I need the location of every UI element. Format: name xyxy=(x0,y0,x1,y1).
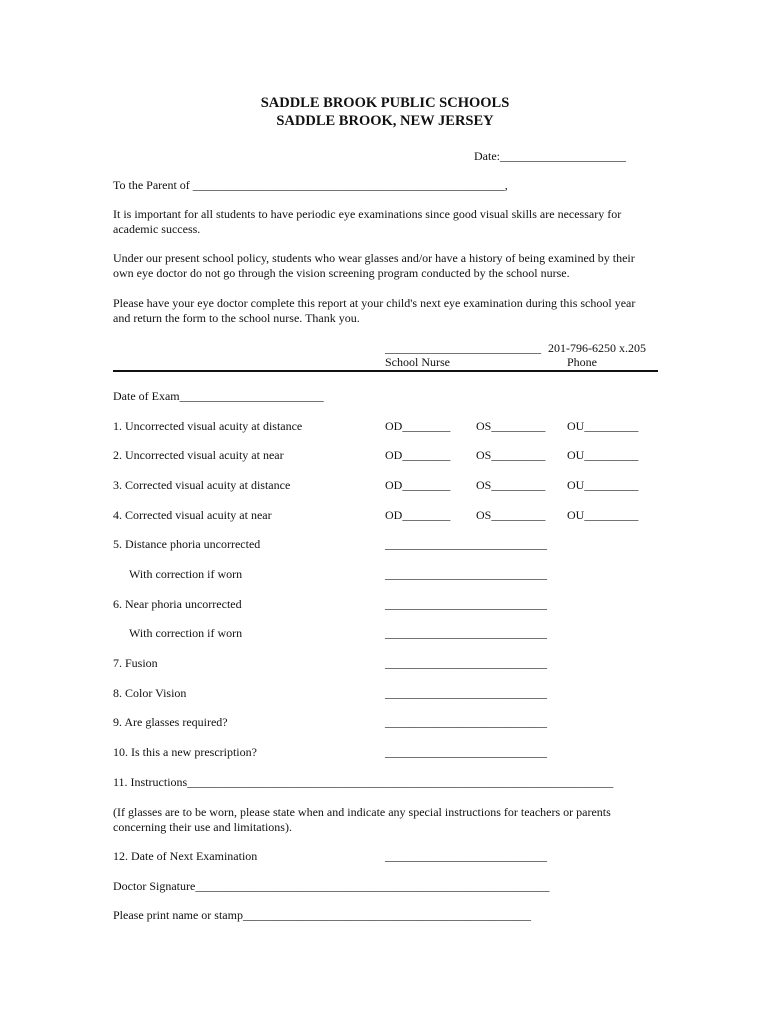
acuity-row-label: 1. Uncorrected visual acuity at distance xyxy=(113,419,303,433)
parent-name-field[interactable]: To the Parent of ____________________________________________________, xyxy=(113,178,508,192)
field-row-label: 10. Is this a new prescription? xyxy=(113,745,257,759)
next-exam-label: 12. Date of Next Examination xyxy=(113,849,258,863)
ou-field[interactable]: OU_________ xyxy=(567,508,639,522)
field-row-label: 6. Near phoria uncorrected xyxy=(113,597,242,611)
od-field[interactable]: OD________ xyxy=(385,448,451,462)
policy-paragraph: Under our present school policy, students who wear glasses and/or have a history of being examined by their own eye doctor do not go through the vision screening program conducted by the school nurse. xyxy=(113,251,635,280)
nurse-signature-line[interactable]: __________________________ xyxy=(385,341,541,355)
print-name-field[interactable]: Please print name or stamp________________________________________________ xyxy=(113,908,531,922)
section-divider xyxy=(113,370,658,372)
ou-field[interactable]: OU_________ xyxy=(567,478,639,492)
field-row-blank[interactable]: ___________________________ xyxy=(385,656,547,670)
field-row-label: 5. Distance phoria uncorrected xyxy=(113,537,261,551)
field-row-label: 8. Color Vision xyxy=(113,686,187,700)
os-field[interactable]: OS_________ xyxy=(476,508,546,522)
field-row-blank[interactable]: ___________________________ xyxy=(385,597,547,611)
phone-label: Phone xyxy=(567,355,597,369)
school-location: SADDLE BROOK, NEW JERSEY xyxy=(276,113,494,129)
field-row-label: 7. Fusion xyxy=(113,656,158,670)
field-row-label: With correction if worn xyxy=(129,567,243,581)
field-row-blank[interactable]: ___________________________ xyxy=(385,567,547,581)
acuity-row-label: 2. Uncorrected visual acuity at near xyxy=(113,448,284,462)
acuity-row-label: 3. Corrected visual acuity at distance xyxy=(113,478,291,492)
doctor-signature-field[interactable]: Doctor Signature___________________________________________________________ xyxy=(113,879,550,893)
instructions-field[interactable]: 11. Instructions_______________________________________________________________________ xyxy=(113,775,614,789)
od-field[interactable]: OD________ xyxy=(385,508,451,522)
field-row-blank[interactable]: ___________________________ xyxy=(385,715,547,729)
field-row-label: With correction if worn xyxy=(129,626,243,640)
os-field[interactable]: OS_________ xyxy=(476,478,546,492)
date-field[interactable]: Date:_____________________ xyxy=(474,149,626,163)
school-name: SADDLE BROOK PUBLIC SCHOOLS xyxy=(260,95,510,111)
nurse-phone-number: 201-796-6250 x.205 xyxy=(548,341,646,355)
date-of-exam-field[interactable]: Date of Exam________________________ xyxy=(113,389,324,403)
school-nurse-label: School Nurse xyxy=(385,355,450,369)
field-row-label: 9. Are glasses required? xyxy=(113,715,228,729)
next-exam-field[interactable]: ___________________________ xyxy=(385,849,547,863)
field-row-blank[interactable]: ___________________________ xyxy=(385,686,547,700)
ou-field[interactable]: OU_________ xyxy=(567,448,639,462)
instructions-note: (If glasses are to be worn, please state when and indicate any special instructions for teachers or parents concerning their use and limitations). xyxy=(113,805,611,834)
od-field[interactable]: OD________ xyxy=(385,419,451,433)
ou-field[interactable]: OU_________ xyxy=(567,419,639,433)
acuity-row-label: 4. Corrected visual acuity at near xyxy=(113,508,272,522)
request-paragraph: Please have your eye doctor complete this report at your child's next eye examination during this school year and return the form to the school nurse. Thank you. xyxy=(113,296,636,325)
intro-paragraph: It is important for all students to have periodic eye examinations since good visual skills are necessary for academic success. xyxy=(113,207,622,236)
os-field[interactable]: OS_________ xyxy=(476,419,546,433)
od-field[interactable]: OD________ xyxy=(385,478,451,492)
os-field[interactable]: OS_________ xyxy=(476,448,546,462)
field-row-blank[interactable]: ___________________________ xyxy=(385,626,547,640)
field-row-blank[interactable]: ___________________________ xyxy=(385,537,547,551)
field-row-blank[interactable]: ___________________________ xyxy=(385,745,547,759)
